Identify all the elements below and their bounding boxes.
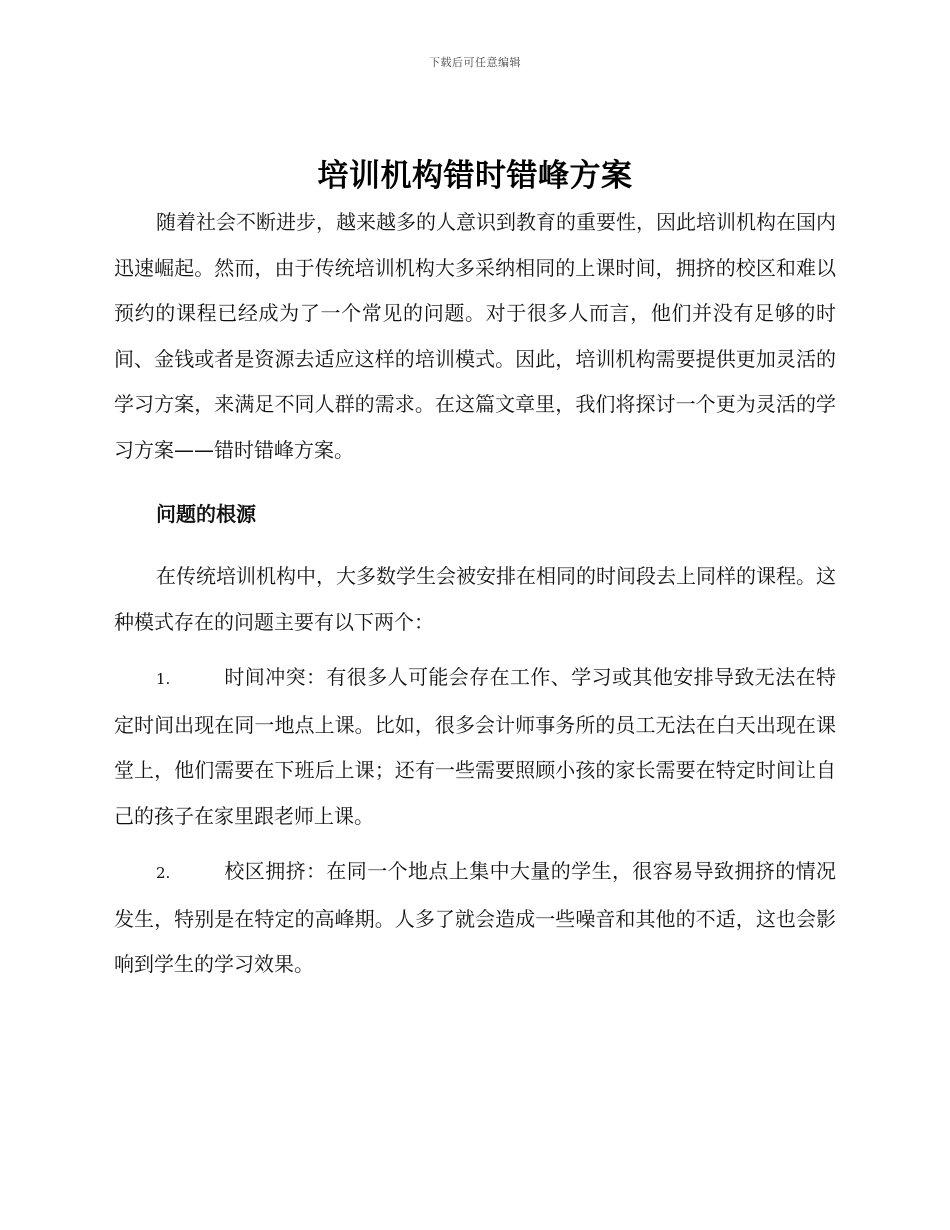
list-item-text: 校区拥挤：在同一个地点上集中大量的学生，很容易导致拥挤的情况发生，特别是在特定的高峰期。人多了就会造成一些噪音和其他的不适，这也会影响到学生的学习效果。 (114, 859, 836, 976)
header-note: 下载后可任意编辑 (429, 56, 521, 69)
list-item-number: 1. (156, 670, 171, 688)
section-intro-paragraph: 在传统培训机构中，大多数学生会被安排在相同的时间段去上同样的课程。这种模式存在的问题主要有以下两个： (114, 564, 836, 634)
list-item (114, 849, 836, 988)
list-item-number: 2. (156, 864, 171, 882)
list-item (114, 655, 836, 839)
intro-paragraph: 随着社会不断进步，越来越多的人意识到教育的重要性，因此培训机构在国内迅速崛起。然而，由于传统培训机构大多采纳相同的上课时间，拥挤的校区和难以预约的课程已经成为了一个常见的问题。对于很多人而言，他们并没有足够的时间、金钱或者是资源去适应这样的培训模式。因此，培训机构需要提供更加灵活的学习方案，来满足不同人群的需求。在这篇文章里，我们将探讨一个更为灵活的学习方案——错时错峰方案。 (114, 210, 836, 462)
document-body (114, 200, 836, 988)
document-title: 培训机构错时错峰方案 (317, 158, 633, 194)
list-item-text: 时间冲突：有很多人可能会存在工作、学习或其他安排导致无法在特定时间出现在同一地点上课。比如，很多会计师事务所的员工无法在白天出现在课堂上，他们需要在下班后上课；还有一些需要照顾小孩的家长需要在特定时间让自己的孩子在家里跟老师上课。 (114, 665, 836, 828)
section-heading: 问题的根源 (156, 502, 256, 526)
